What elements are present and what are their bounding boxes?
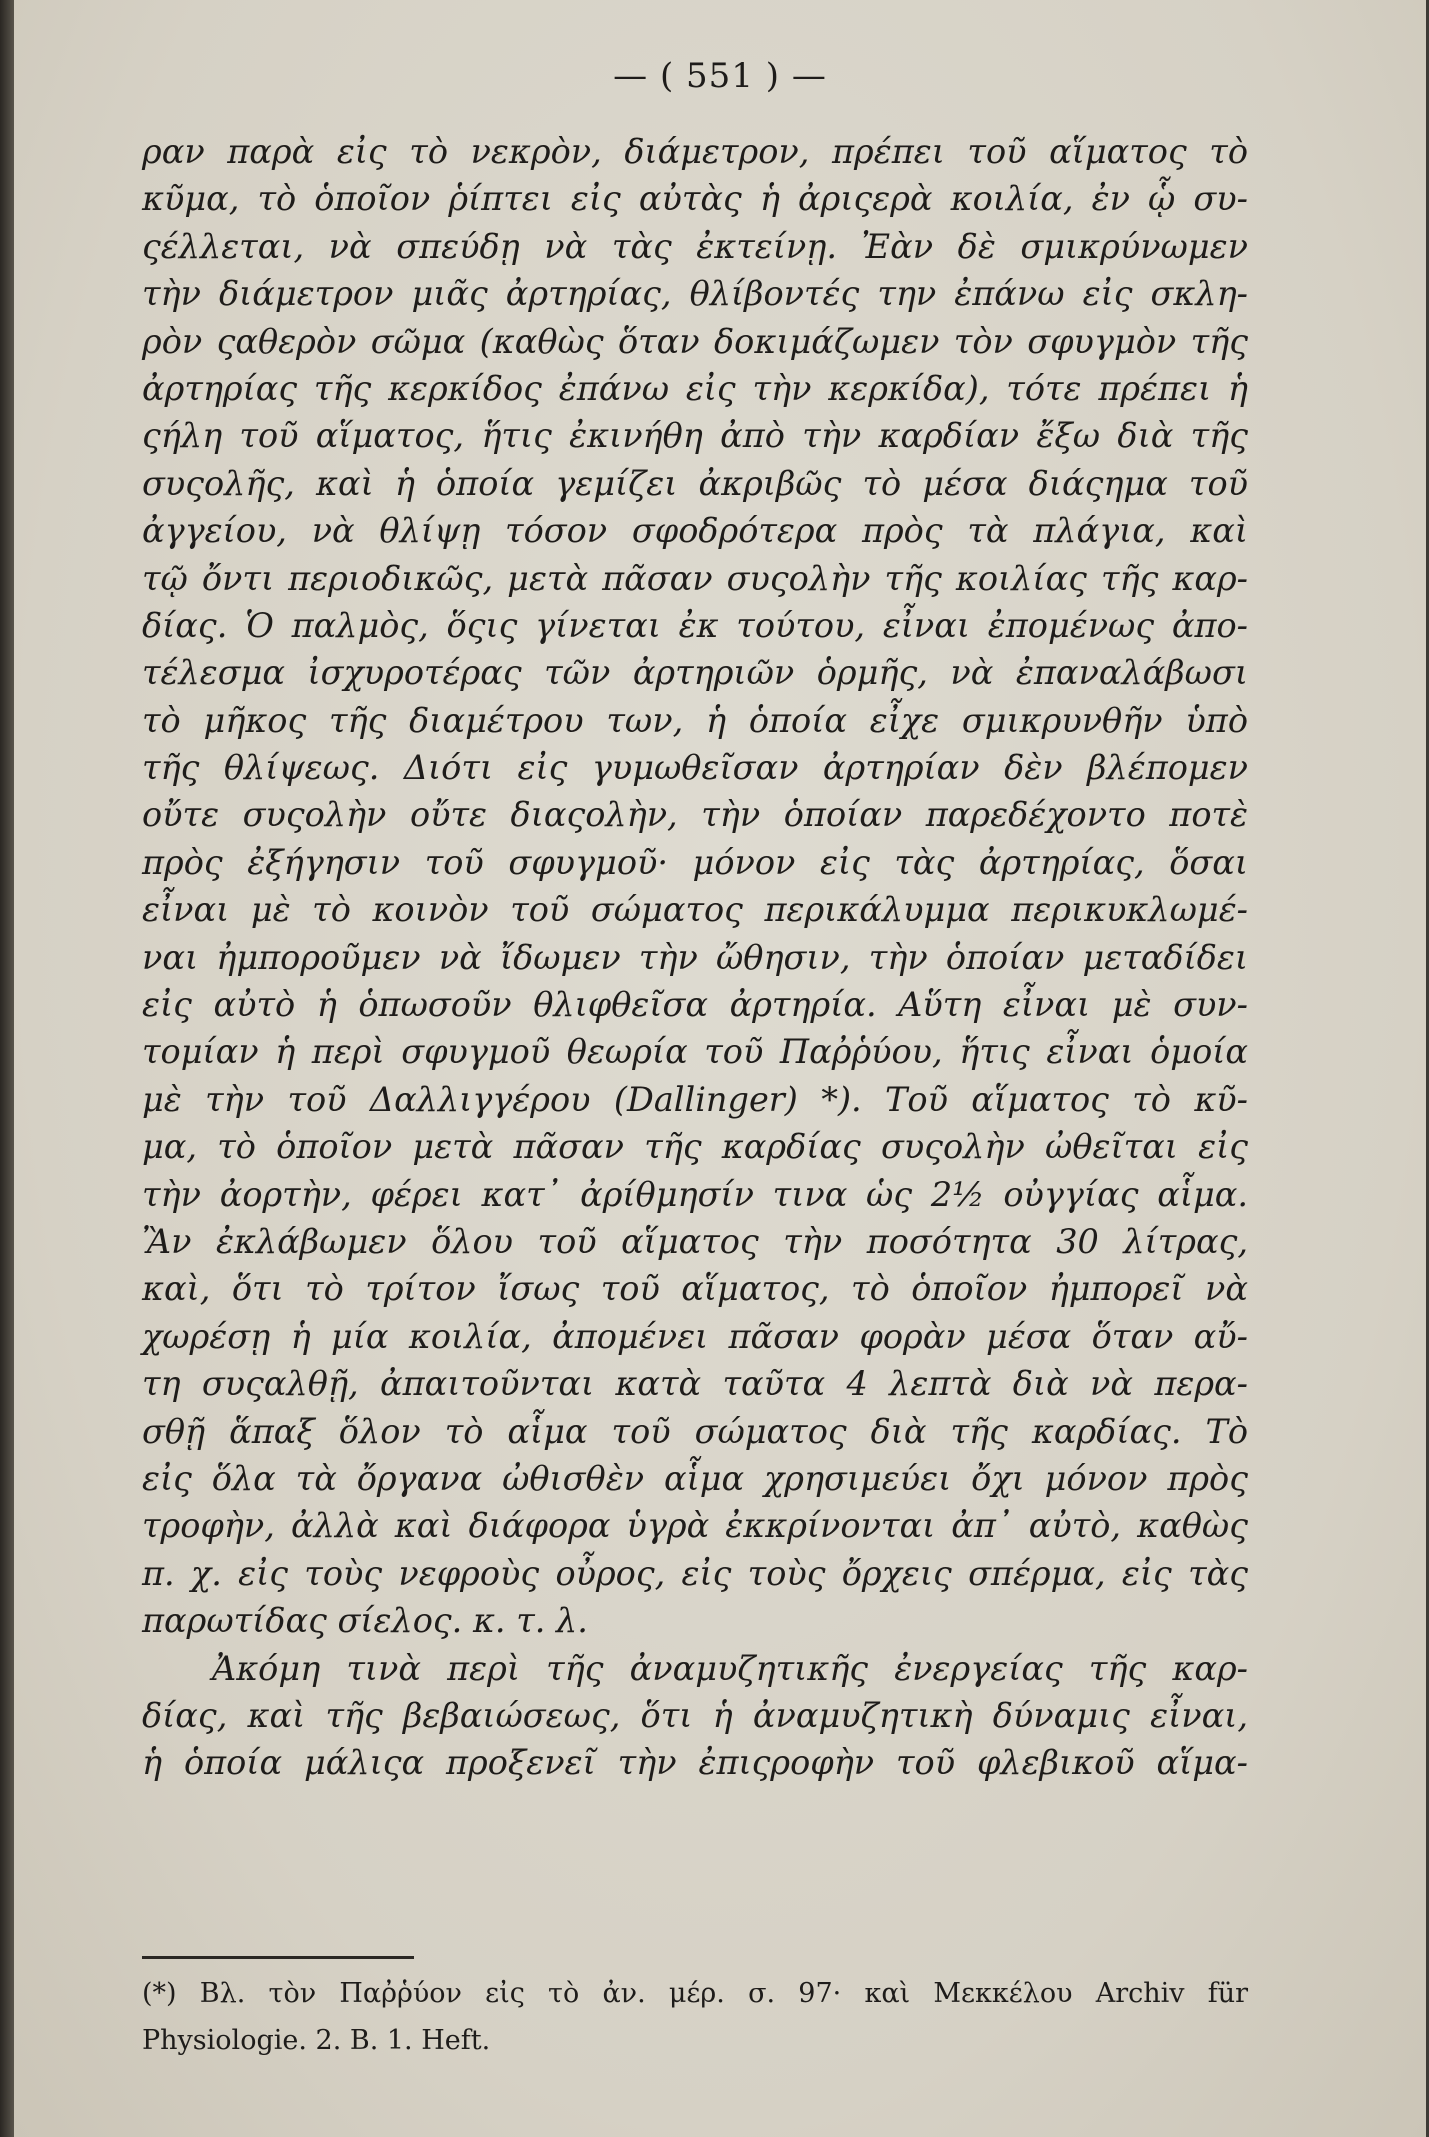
text-line: ςέλλεται, νὰ σπεύδῃ νὰ τὰς ἐκτείνῃ. Ἐὰν δὲ σμικρύνωμεν — [142, 226, 1248, 266]
footnote — [142, 1970, 1248, 2064]
text-line: τροφὴν, ἀλλὰ καὶ διάφορα ὑγρὰ ἐκκρίνονται ἀπ᾽ αὐτὸ, καθὼς — [142, 1506, 1248, 1546]
text-line: ἀρτηρίας τῆς κερκίδος ἐπάνω εἰς τὴν κερκίδα), τότε πρέπει ἡ — [142, 368, 1248, 408]
text-line: π. χ. εἰς τοὺς νεφροὺς οὖρος, εἰς τοὺς ὄρχεις σπέρμα, εἰς τὰς — [142, 1553, 1248, 1593]
page-number-header: — ( 551 ) — — [613, 56, 827, 96]
page-edge-shadow — [0, 0, 14, 2137]
text-line: εἰς ὅλα τὰ ὄργανα ὠθισθὲν αἷμα χρησιμεύει ὄχι μόνον πρὸς — [142, 1458, 1248, 1498]
text-line: εἰς αὐτὸ ἡ ὁπωσοῦν θλιφθεῖσα ἀρτηρία. Αὕτη εἶναι μὲ συν- — [142, 985, 1248, 1025]
text-line: τὴν ἀορτὴν, φέρει κατ᾽ ἀρίθμησίν τινα ὡς 2½ οὐγγίας αἷμα. — [142, 1174, 1248, 1214]
text-line: τῆς θλίψεως. Διότι εἰς γυμωθεῖσαν ἀρτηρίαν δὲν βλέπομεν — [142, 748, 1248, 788]
text-line: μὲ τὴν τοῦ Δαλλιγγέρου (Dallinger) *). Τοῦ αἵματος τὸ κῦ- — [142, 1079, 1248, 1119]
text-line: ναι ἠμποροῦμεν νὰ ἴδωμεν τὴν ὤθησιν, τὴν ὁποίαν μεταδίδει — [142, 937, 1248, 977]
text-line: καὶ, ὅτι τὸ τρίτον ἴσως τοῦ αἵματος, τὸ ὁποῖον ἠμπορεῖ νὰ — [142, 1269, 1248, 1309]
text-line: συςολῆς, καὶ ἡ ὁποία γεμίζει ἀκριβῶς τὸ μέσα διάςημα τοῦ — [142, 463, 1248, 503]
text-line: τὸ μῆκος τῆς διαμέτρου των, ἡ ὁποία εἶχε σμικρυνθῆν ὑπὸ — [142, 700, 1248, 740]
body-text — [142, 128, 1248, 1787]
book-page — [14, 0, 1426, 2137]
text-line: τομίαν ἡ περὶ σφυγμοῦ θεωρία τοῦ Παῤῥύου, ἥτις εἶναι ὁμοία — [142, 1032, 1248, 1072]
text-line: ραν παρὰ εἰς τὸ νεκρὸν, διάμετρον, πρέπει τοῦ αἵματος τὸ — [142, 132, 1248, 171]
text-line: κῦμα, τὸ ὁποῖον ῥίπτει εἰς αὐτὰς ἡ ἀριςερὰ κοιλία, ἐν ᾧ συ- — [142, 179, 1248, 219]
footnote-line: (*) Βλ. τὸν Παῤῥύον εἰς τὸ ἀν. μέρ. σ. 97· καὶ Μεκκέλου Archiv für — [142, 1978, 1248, 2009]
footnote-divider — [142, 1956, 414, 1959]
text-line: πρὸς ἐξήγησιν τοῦ σφυγμοῦ· μόνον εἰς τὰς ἀρτηρίας, ὅσαι — [142, 842, 1248, 882]
text-line: σθῇ ἅπαξ ὅλον τὸ αἷμα τοῦ σώματος διὰ τῆς καρδίας. Τὸ — [142, 1411, 1248, 1451]
text-line: τη συςαλθῇ, ἀπαιτοῦνται κατὰ ταῦτα 4 λεπτὰ διὰ νὰ περα- — [142, 1364, 1248, 1404]
paragraph-start-line: Ἀκόμη τινὰ περὶ τῆς ἀναμυζητικῆς ἐνεργείας τῆς καρ- — [212, 1648, 1248, 1688]
text-line: ἀγγείου, νὰ θλίψῃ τόσον σφοδρότερα πρὸς τὰ πλάγια, καὶ — [142, 511, 1248, 551]
text-line: τὴν διάμετρον μιᾶς ἀρτηρίας, θλίβοντές την ἐπάνω εἰς σκλη- — [142, 274, 1248, 314]
text-line: τέλεσμα ἰσχυροτέρας τῶν ἀρτηριῶν ὁρμῆς, νὰ ἐπαναλάβωσι — [142, 653, 1248, 693]
text-line: εἶναι μὲ τὸ κοινὸν τοῦ σώματος περικάλυμμα περικυκλωμέ- — [142, 890, 1248, 930]
text-line: τῷ ὄντι περιοδικῶς, μετὰ πᾶσαν συςολὴν τῆς κοιλίας τῆς καρ- — [142, 558, 1248, 598]
text-line: Ἂν ἐκλάβωμεν ὅλου τοῦ αἵματος τὴν ποσότητα 30 λίτρας, — [142, 1221, 1248, 1261]
text-line: δίας. Ὁ παλμὸς, ὅςις γίνεται ἐκ τούτου, εἶναι ἐπομένως ἀπο- — [142, 605, 1248, 645]
footnote-line: Physiologie. 2. B. 1. Heft. — [142, 2025, 491, 2056]
text-line: ςήλη τοῦ αἵματος, ἥτις ἐκινήθη ἀπὸ τὴν καρδίαν ἔξω διὰ τῆς — [142, 416, 1248, 456]
text-line: ἡ ὁποία μάλιςα προξενεῖ τὴν ἐπιςροφὴν τοῦ φλεβικοῦ αἵμα- — [142, 1743, 1248, 1783]
text-line: παρωτίδας σίελος. κ. τ. λ. — [142, 1601, 588, 1641]
text-line: δίας, καὶ τῆς βεβαιώσεως, ὅτι ἡ ἀναμυζητικὴ δύναμις εἶναι, — [142, 1695, 1248, 1735]
text-line: χωρέσῃ ἡ μία κοιλία, ἀπομένει πᾶσαν φορὰν μέσα ὅταν αὔ- — [142, 1316, 1248, 1356]
text-line: οὔτε συςολὴν οὔτε διαςολὴν, τὴν ὁποίαν παρεδέχοντο ποτὲ — [142, 795, 1248, 835]
text-line: ρὸν ςαθερὸν σῶμα (καθὼς ὅταν δοκιμάζωμεν τὸν σφυγμὸν τῆς — [142, 321, 1248, 361]
text-line: μα, τὸ ὁποῖον μετὰ πᾶσαν τῆς καρδίας συςολὴν ὠθεῖται εἰς — [142, 1127, 1248, 1167]
